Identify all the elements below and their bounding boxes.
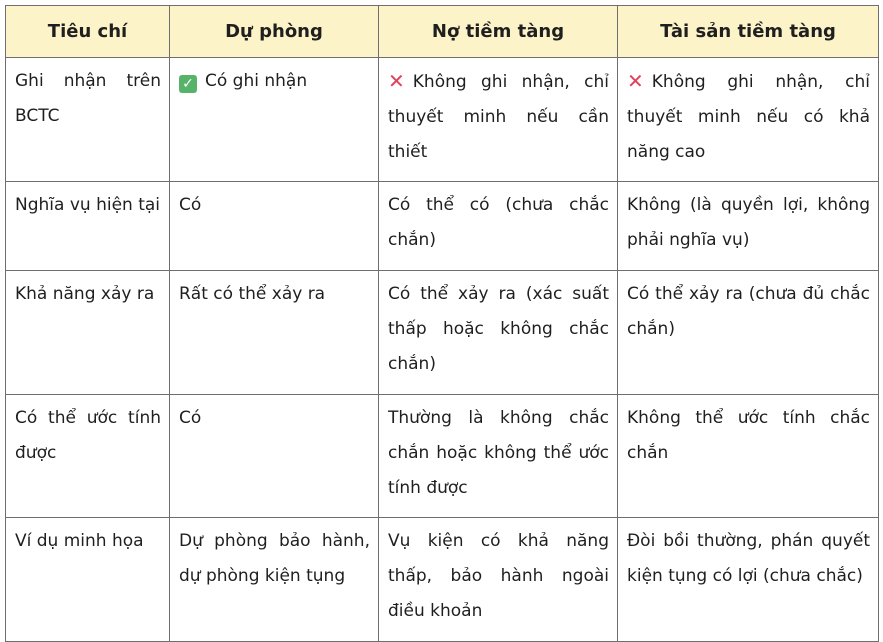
header-provision: Dự phòng xyxy=(170,6,379,58)
table-row xyxy=(6,271,879,395)
header-criterion: Tiêu chí xyxy=(6,6,170,58)
table-row xyxy=(6,395,879,518)
cell-contingent-asset: Không (là quyền lợi, không phải nghĩa vụ) xyxy=(618,182,879,271)
table-row xyxy=(6,58,879,182)
comparison-table xyxy=(5,5,879,642)
cell-provision: Có xyxy=(170,182,379,271)
cell-text: Không ghi nhận, chỉ thuyết minh nếu cần thiết xyxy=(388,72,609,162)
cell-text: Có ghi nhận xyxy=(205,71,308,91)
cell-contingent-liability xyxy=(379,58,618,182)
cell-text: Ghi nhận trên BCTC xyxy=(15,71,161,126)
cell-text: Không ghi nhận, chỉ thuyết minh nếu có khả năng cao xyxy=(627,72,870,162)
table-row xyxy=(6,182,879,271)
cell-provision: Dự phòng bảo hành, dự phòng kiện tụng xyxy=(170,518,379,642)
cell-contingent-liability: Vụ kiện có khả năng thấp, bảo hành ngoài điều khoản xyxy=(379,518,618,642)
cell-criterion: Có thể ước tính được xyxy=(6,395,170,518)
check-mark-icon: ✓ xyxy=(179,75,197,93)
header-contingent-asset: Tài sản tiềm tàng xyxy=(618,6,879,58)
cell-provision xyxy=(170,58,379,182)
cell-criterion xyxy=(6,58,170,182)
cell-criterion: Khả năng xảy ra xyxy=(6,271,170,395)
cell-provision: Có xyxy=(170,395,379,518)
table-row xyxy=(6,518,879,642)
comparison-table-container xyxy=(5,5,878,642)
cross-mark-icon: ✕ xyxy=(388,69,405,93)
cell-contingent-asset: Có thể xảy ra (chưa đủ chắc chắn) xyxy=(618,271,879,395)
cross-mark-icon: ✕ xyxy=(627,69,644,93)
cell-contingent-asset xyxy=(618,58,879,182)
cell-contingent-liability: Có thể xảy ra (xác suất thấp hoặc không chắc chắn) xyxy=(379,271,618,395)
cell-contingent-liability: Thường là không chắc chắn hoặc không thể ước tính được xyxy=(379,395,618,518)
cell-provision: Rất có thể xảy ra xyxy=(170,271,379,395)
cell-contingent-asset: Đòi bồi thường, phán quyết kiện tụng có lợi (chưa chắc) xyxy=(618,518,879,642)
cell-contingent-asset: Không thể ước tính chắc chắn xyxy=(618,395,879,518)
header-contingent-liability: Nợ tiềm tàng xyxy=(379,6,618,58)
cell-contingent-liability: Có thể có (chưa chắc chắn) xyxy=(379,182,618,271)
cell-criterion: Nghĩa vụ hiện tại xyxy=(6,182,170,271)
table-header-row xyxy=(6,6,879,58)
cell-criterion: Ví dụ minh họa xyxy=(6,518,170,642)
